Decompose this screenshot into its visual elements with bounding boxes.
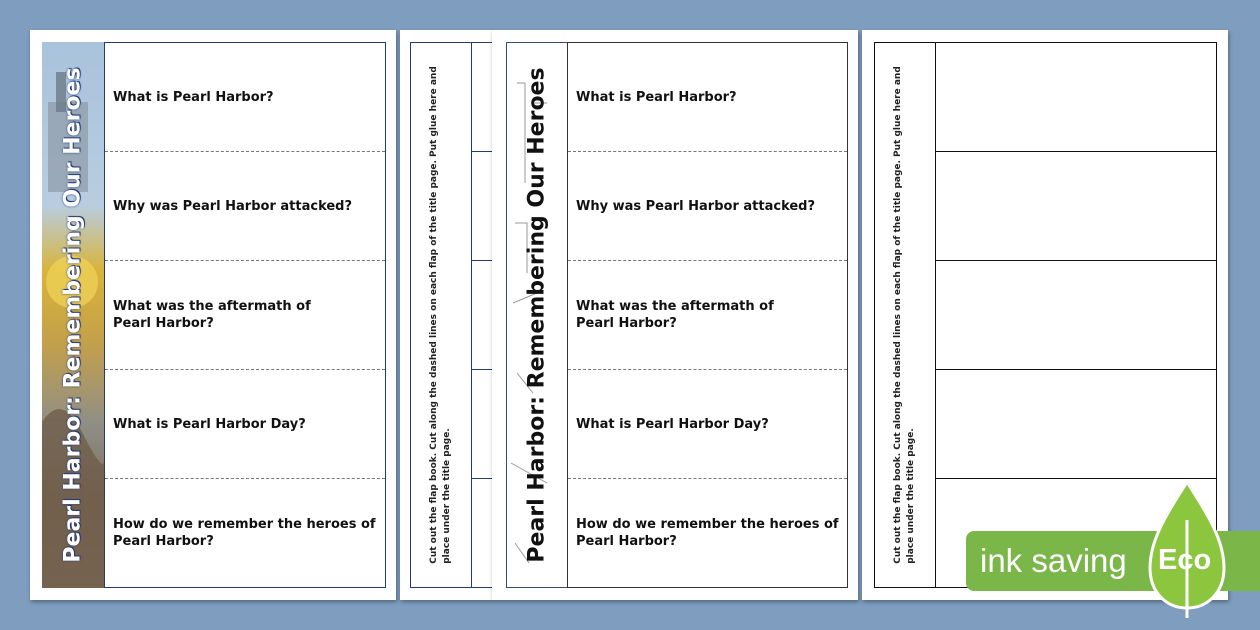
flap-question-1: What is Pearl Harbor?: [568, 43, 847, 152]
instructions-text-ink-saving: Cut out the flap book. Cut along the dashed lines on each flap of the title page. Put glue here and place under the title page.: [893, 66, 916, 564]
answer-box-4: [936, 370, 1216, 479]
flap-question-2: Why was Pearl Harbor attacked?: [568, 152, 847, 261]
back-grid-color: [472, 42, 492, 588]
eco-label: Eco: [1158, 544, 1212, 576]
title-text-color: Pearl Harbor: Remembering Our Heroes: [60, 67, 86, 563]
answer-box-2: [936, 152, 1216, 261]
flap-list-color: [104, 42, 386, 588]
flap-question-4: What is Pearl Harbor Day?: [568, 370, 847, 479]
flap-list-ink-saving: [567, 42, 848, 588]
title-strip-color: [42, 42, 105, 588]
instructions-text-color: Cut out the flap book. Cut along the dashed lines on each flap of the title page. Put glue here and place under the title page.: [429, 66, 452, 564]
answer-box-3: [936, 261, 1216, 370]
flap-question-3: What was the aftermath of Pearl Harbor?: [568, 261, 847, 370]
flap-question-1: What is Pearl Harbor?: [105, 43, 385, 152]
flap-question-2: Why was Pearl Harbor attacked?: [105, 152, 385, 261]
flap-question-3: What was the aftermath of Pearl Harbor?: [105, 261, 385, 370]
title-text-ink-saving: Pearl Harbor: Remembering Our Heroes: [524, 67, 550, 563]
answer-box-1: [936, 43, 1216, 152]
flap-question-5: How do we remember the heroes of Pearl Harbor?: [113, 517, 376, 549]
title-strip-ink-saving: [506, 42, 568, 588]
ink-saving-label: ink saving: [980, 542, 1127, 579]
flap-question-5: How do we remember the heroes of Pearl Harbor?: [576, 517, 839, 549]
instruction-column-ink-saving: [874, 42, 936, 588]
flap-question-4: What is Pearl Harbor Day?: [105, 370, 385, 479]
instruction-column-color: [410, 42, 472, 588]
